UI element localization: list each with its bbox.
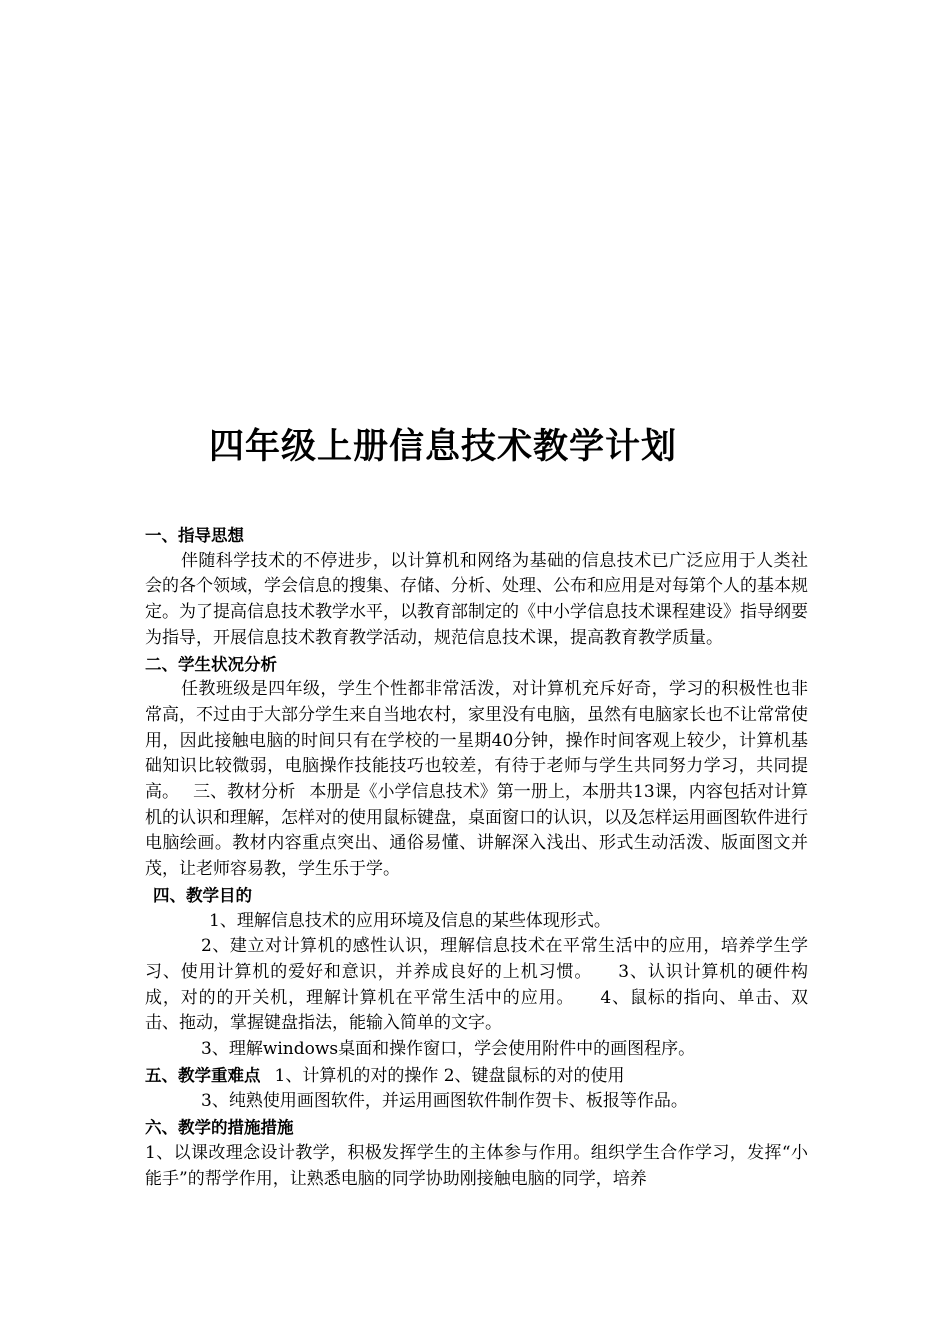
- section-heading-teaching-goals: 四、教学目的: [153, 885, 252, 905]
- paragraph-student-analysis: [145, 677, 808, 883]
- textbook-analysis-text: 本册是《小学信息技术》第一册上，本册共13课，内容包括对计算机的认识和理解，怎样对的使用鼠标键盘，桌面窗口的认识，以及怎样运用画图软件进行电脑绘画。教材内容重点突出、通俗易懂、讲解深入浅出、形式生动活泼、版面图文并茂，让老师容易教，学生乐于学。: [145, 782, 809, 880]
- paragraph-teaching-measures: 1、以课改理念设计教学，积极发挥学生的主体参与作用。组织学生合作学习，发挥“小能手”的帮学作用，让熟悉电脑的同学协助刚接触电脑的同学，培养: [145, 1142, 808, 1189]
- paragraph-guiding-ideology: 伴随科学技术的不停进步，以计算机和网络为基础的信息技术已广泛应用于人类社会的各个领域，学会信息的搜集、存储、分析、处理、公布和应用是对每第个人的基本规定。为了提高信息技术教学水平，以教育部制定的《中小学信息技术课程建设》指导纲要为指导，开展信息技术教育教学活动，规范信息技术课，提高教育教学质量。: [145, 550, 808, 648]
- goal-item-2: 2、建立对计算机的感性认识，理解信息技术在平常生活中的应用，培养学生学习、使用计算机的爱好和意识，并养成良好的上机习惯。: [145, 936, 808, 982]
- goal-item-4: 4、鼠标的指向、单击、双击、拖动，掌握键盘指法，能输入简单的文字。: [145, 987, 808, 1034]
- key-difficult-points-line: [145, 1063, 808, 1090]
- section-heading-guiding-ideology: 一、指导思想: [145, 526, 244, 545]
- goal-item-5: 3、理解windows桌面和操作窗口，学会使用附件中的画图程序。: [201, 1039, 696, 1060]
- document-body: [145, 523, 808, 1192]
- key-point-1: 1、计算机的对的操作: [274, 1065, 439, 1086]
- section-heading-key-points: 五、教学重难点: [145, 1065, 261, 1085]
- goal-item-1: 1、理解信息技术的应用环境及信息的某些体现形式。: [209, 910, 611, 931]
- goal-items-2-4: [145, 934, 808, 1037]
- goal-item-3: 3、认识计算机的硬件构成，对的的开关机，理解计算机在平常生活中的应用。: [145, 961, 808, 1008]
- section-heading-textbook-analysis: 三、教材分析: [193, 782, 296, 803]
- section-heading-teaching-measures: 六、教学的措施措施: [145, 1118, 294, 1138]
- student-analysis-text: 任教班级是四年级，学生个性都非常活泼，对计算机充斥好奇，学习的积极性也非常高，不过由于大部分学生来自当地农村，家里没有电脑，虽然有电脑家长也不让常常使用，因此接触电脑的时间只有在学校的一星期40分钟，操作时间客观上较少，计算机基础知识比较微弱，电脑操作技能技巧也较差，有待于老师与学生共同努力学习，共同提高。: [145, 679, 808, 803]
- key-point-2: 2、键盘鼠标的对的使用: [443, 1065, 625, 1086]
- section-heading-student-analysis: 二、学生状况分析: [145, 654, 277, 674]
- document-title: 四年级上册信息技术教学计划: [208, 427, 677, 467]
- key-point-3: 3、纯熟使用画图软件，并运用画图软件制作贺卡、板报等作品。: [201, 1091, 688, 1112]
